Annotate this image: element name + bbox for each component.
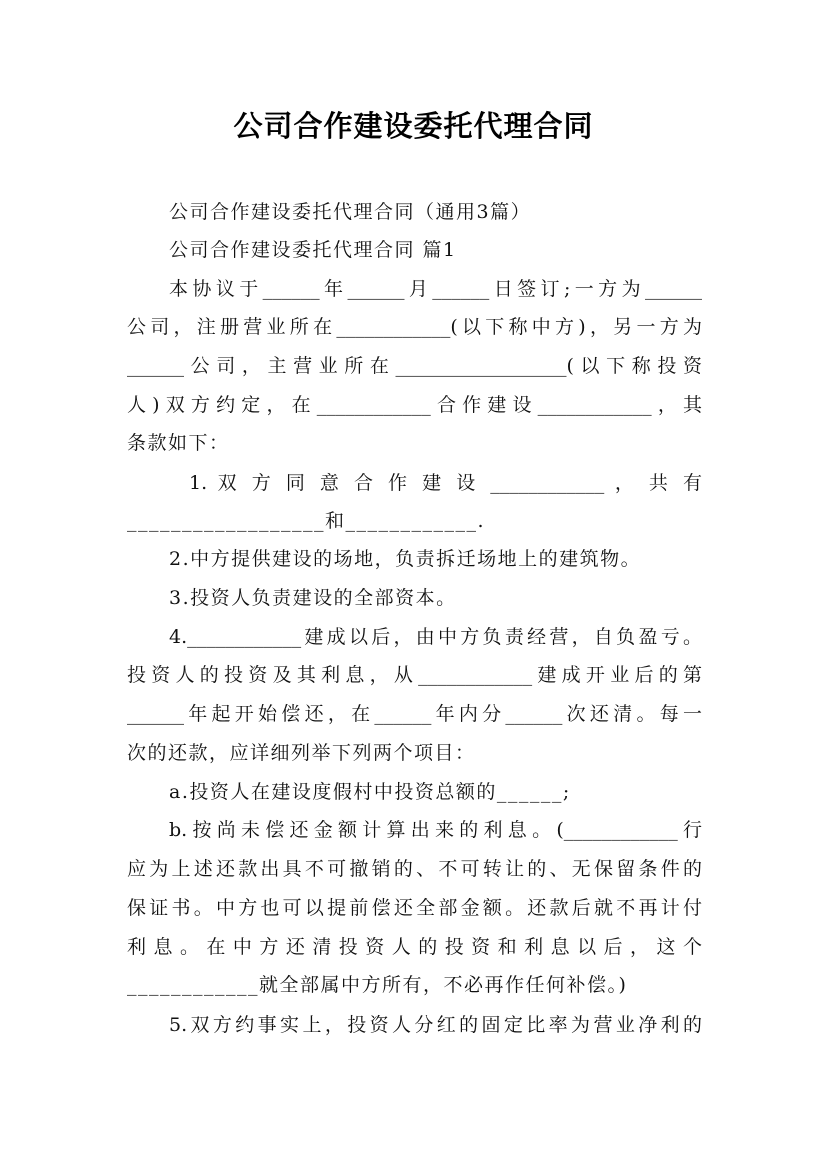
clause-b-line: 利 息 。 在 中 方 还 清 投 资 人 的 投 资 和 利 息 以 后 ， 这 个: [127, 936, 702, 958]
clause-4-line: 投资人的投资及其利息，从____________建成开业后的第: [127, 664, 702, 686]
paragraph-line: 条款如下：: [127, 432, 230, 454]
clause-1-line: 1. 双 方 同 意 合 作 建 设 ____________ ， 共 有: [189, 472, 702, 494]
clause-b-line: 保证书。中方也可以提前偿还全部金额。还款后就不再计付: [127, 897, 702, 919]
clause-b-line: ____________就全部属中方所有，不必再作任何补偿。): [127, 974, 628, 996]
paragraph-line: 人)双方约定，在____________合作建设____________，其: [127, 394, 702, 416]
clause-1-line: __________________和____________.: [127, 510, 486, 532]
clause-5-line: 5.双方约事实上，投资人分红的固定比率为营业净利的: [169, 1014, 702, 1036]
clause-4-line: 4.____________建成以后，由中方负责经营，自负盈亏。: [169, 626, 702, 648]
clause-b-line: 应为上述还款出具不可撤销的、不可转让的、无保留条件的: [127, 858, 702, 880]
clause-4-line: 次的还款，应详细列举下列两个项目：: [127, 742, 476, 764]
section-heading: 公司合作建设委托代理合同 篇1: [169, 239, 457, 261]
clause-b-line: b.按尚未偿还金额计算出来的利息。(____________行: [169, 819, 702, 841]
paragraph-line: ______公司，主营业所在__________________(以下称投资: [127, 355, 702, 377]
clause-4-line: ______年起开始偿还，在______年内分______次还清。每一: [127, 703, 702, 725]
paragraph-line: 本协议于______年______月______日签订;一方为______: [169, 278, 702, 300]
subtitle-line: 公司合作建设委托代理合同（通用3篇）: [169, 201, 532, 223]
paragraph-line: 公司，注册营业所在____________(以下称中方)，另一方为: [127, 316, 702, 338]
clause-3: 3.投资人负责建设的全部资本。: [169, 587, 457, 609]
clause-a: a.投资人在建设度假村中投资总额的______;: [169, 781, 571, 803]
document-title: 公司合作建设委托代理合同: [233, 109, 594, 143]
clause-2: 2.中方提供建设的场地，负责拆迁场地上的建筑物。: [169, 548, 642, 570]
